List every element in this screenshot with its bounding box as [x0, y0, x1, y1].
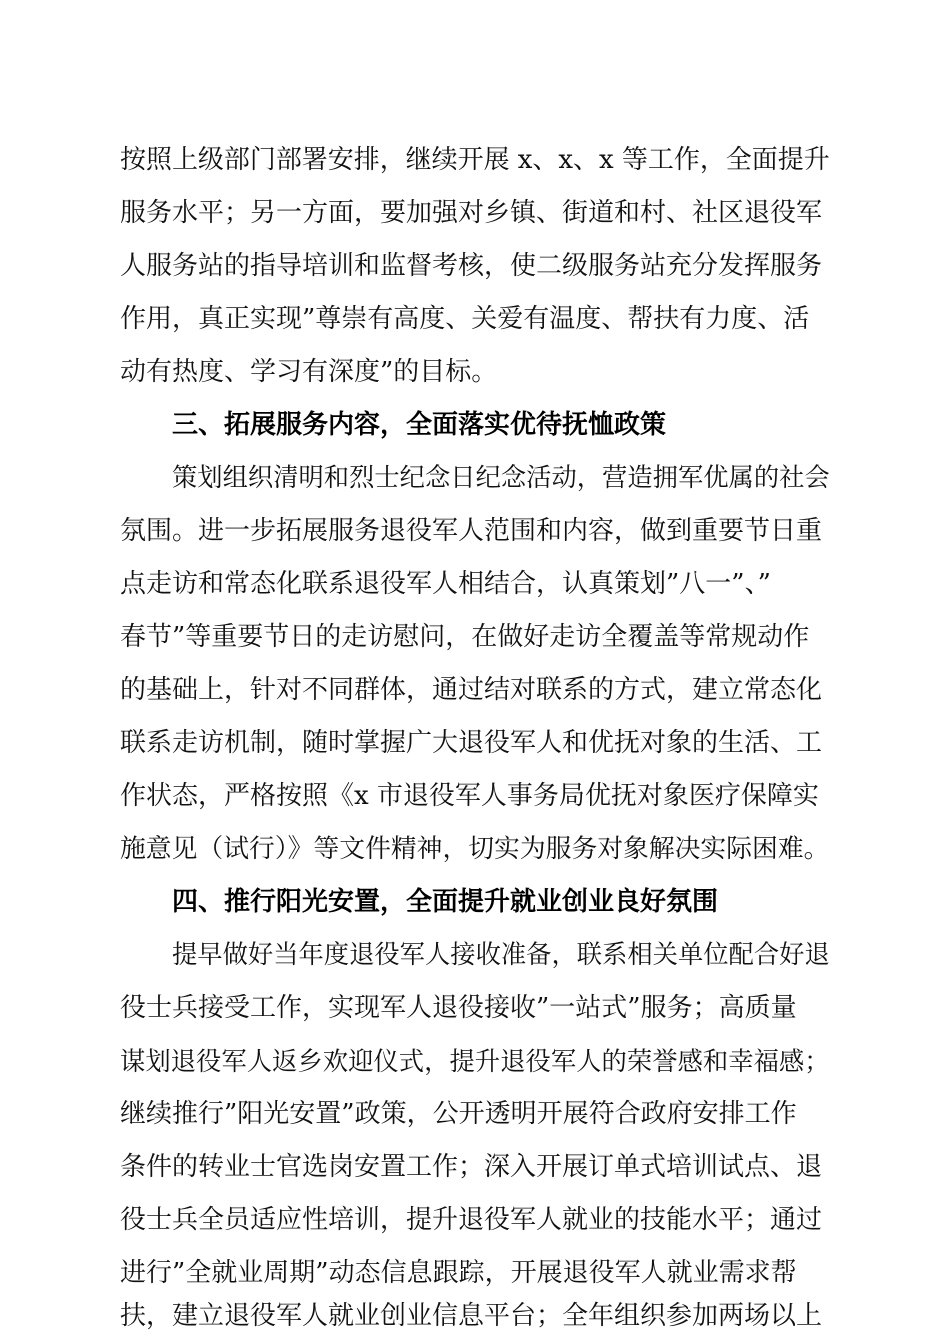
paragraph-line — [0, 1147, 950, 1187]
paragraph-line — [0, 299, 950, 339]
paragraph-line-text: 人服务站的指导培训和监督考核，使二级服务站充分发挥服务 — [120, 251, 823, 281]
paragraph-line — [0, 670, 950, 710]
paragraph-line-text: 联系走访机制，随时掌握广大退役军人和优抚对象的生活、工 — [120, 728, 823, 758]
paragraph-line — [0, 458, 950, 498]
paragraph-line-text: 进行”全就业周期”动态信息跟踪，开展退役军人就业需求帮 — [120, 1258, 797, 1288]
paragraph-line-text: 役士兵全员适应性培训，提升退役军人就业的技能水平；通过 — [120, 1205, 823, 1235]
paragraph-line-text: 扶，建立退役军人就业创业信息平台；全年组织参加两场以上 — [120, 1301, 823, 1331]
paragraph-line-text: 服务水平；另一方面，要加强对乡镇、街道和村、社区退役军 — [120, 198, 823, 228]
paragraph-line-text: 氛围。进一步拓展服务退役军人范围和内容，做到重要节日重 — [120, 516, 823, 546]
paragraph-line-text: 谋划退役军人返乡欢迎仪式，提升退役军人的荣誉感和幸福感； — [120, 1046, 830, 1076]
paragraph-line-text: 提早做好当年度退役军人接收准备，联系相关单位配合好退 — [172, 940, 830, 969]
paragraph-line — [0, 935, 950, 975]
paragraph-line — [0, 1253, 950, 1293]
paragraph-line-text: 作用，真正实现”尊崇有高度、关爱有温度、帮扶有力度、活 — [120, 304, 810, 334]
paragraph-line — [0, 1041, 950, 1081]
paragraph-line — [0, 193, 950, 233]
paragraph-line-text: 策划组织清明和烈士纪念日纪念活动，营造拥军优属的社会 — [172, 463, 830, 492]
paragraph-line — [0, 564, 950, 604]
paragraph-line-text: 春节”等重要节日的走访慰问，在做好走访全覆盖等常规动作 — [120, 622, 810, 652]
paragraph-line — [0, 246, 950, 286]
paragraph-line — [0, 988, 950, 1028]
paragraph-line-text: 动有热度、学习有深度”的目标。 — [120, 357, 498, 387]
paragraph-line — [0, 723, 950, 763]
section4-heading: 四、推行阳光安置，全面提升就业创业良好氛围 — [172, 887, 719, 917]
paragraph-line — [0, 1200, 950, 1240]
paragraph-line-text: 点走访和常态化联系退役军人相结合，认真策划”八一”、” — [120, 569, 771, 599]
paragraph-line-text: 施意见（试行）》等文件精神，切实为服务对象解决实际困难。 — [120, 834, 830, 864]
paragraph-line — [0, 511, 950, 551]
paragraph-line-text: 作状态，严格按照《x 市退役军人事务局优抚对象医疗保障实 — [120, 781, 819, 811]
section-heading — [0, 882, 950, 922]
paragraph-line — [0, 140, 950, 180]
paragraph-line — [0, 1094, 950, 1134]
paragraph-line-text: 条件的转业士官选岗安置工作；深入开展订单式培训试点、退 — [120, 1152, 823, 1182]
paragraph-line-text: 按照上级部门部署安排，继续开展 x、x、x 等工作，全面提升 — [120, 145, 830, 175]
paragraph-line-text: 役士兵接受工作，实现军人退役接收”一站式”服务；高质量 — [120, 993, 797, 1023]
section3-heading: 三、拓展服务内容，全面落实优待抚恤政策 — [172, 410, 667, 440]
section-heading — [0, 405, 950, 445]
paragraph-line — [0, 829, 950, 869]
paragraph-line — [0, 617, 950, 657]
paragraph-line — [0, 352, 950, 392]
paragraph-line — [0, 1296, 950, 1336]
paragraph-line — [0, 776, 950, 816]
paragraph-line-text: 的基础上，针对不同群体，通过结对联系的方式，建立常态化 — [120, 675, 823, 705]
paragraph-line-text: 继续推行”阳光安置”政策，公开透明开展符合政府安排工作 — [120, 1099, 797, 1129]
